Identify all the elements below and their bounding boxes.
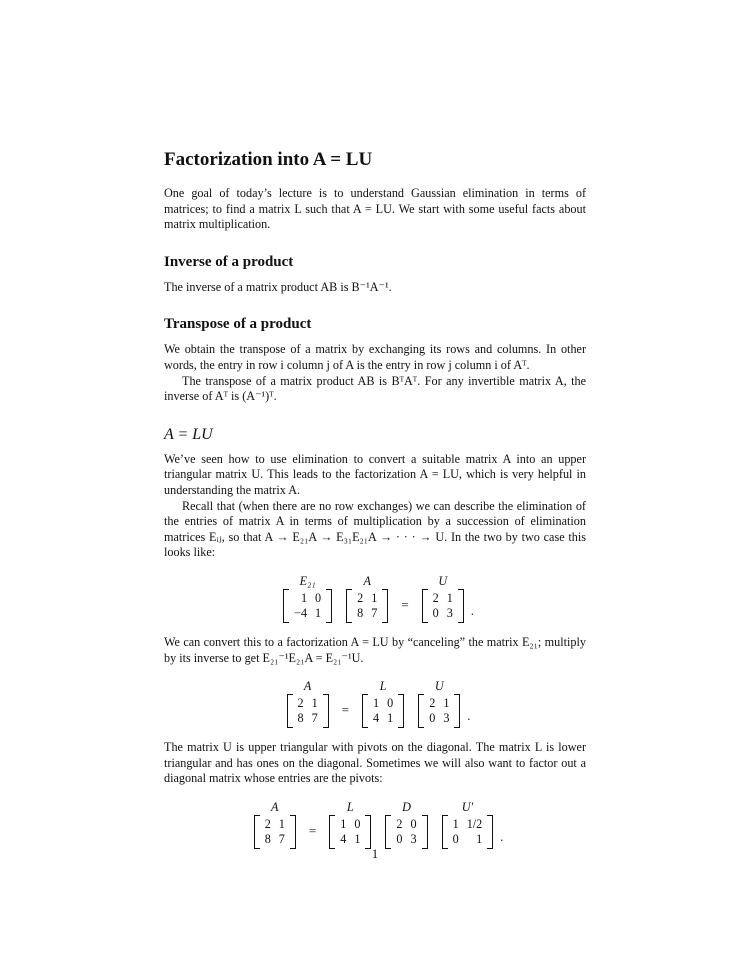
- matrix-label: A: [363, 573, 371, 588]
- matrix-entry: 1: [476, 831, 483, 846]
- matrix-entry: 8: [357, 605, 364, 620]
- transpose-paragraph-2: The transpose of a matrix product AB is BᵀAᵀ. For any invertible matrix A, the inverse of Aᵀ is (A⁻¹)ᵀ.: [164, 373, 586, 404]
- matrix-entry: 0: [452, 831, 459, 846]
- matrix-entry: 1: [354, 831, 361, 846]
- page-number: 1: [371, 847, 379, 861]
- section-heading-inverse: Inverse of a product: [164, 253, 294, 270]
- equation-ldu: [164, 799, 586, 849]
- page-content: [164, 148, 586, 861]
- matrix-entry: 4: [373, 711, 380, 726]
- matrix-entry: 1: [371, 590, 378, 605]
- matrix-entry: 3: [446, 605, 453, 620]
- page-title: Factorization into A = LU: [164, 149, 373, 170]
- matrix-entry: 4: [340, 831, 347, 846]
- section-heading-transpose: Transpose of a product: [164, 316, 312, 333]
- matrix-entry: 1/2: [466, 816, 483, 831]
- matrix-entry: 0: [432, 605, 439, 620]
- matrix-label: L: [379, 679, 387, 694]
- matrix-label: U′: [461, 799, 474, 814]
- matrix-entry: 7: [311, 711, 318, 726]
- matrix-entry: 2: [264, 816, 271, 831]
- equation-period: .: [470, 603, 474, 618]
- matrix-entry: 0: [396, 831, 403, 846]
- matrix-entry: 0: [315, 590, 322, 605]
- equation-period: .: [500, 829, 504, 844]
- matrix-entry: 0: [410, 816, 417, 831]
- matrix-u: [422, 573, 464, 623]
- matrix-l: [329, 799, 371, 849]
- matrix-entry: 0: [387, 696, 394, 711]
- equation-elimination: [164, 573, 586, 623]
- alu-paragraph-2: Recall that (when there are no row exchanges) we can describe the elimination of the entries of matrix A in terms of multiplication by a succession of elimination matrices Eᵢⱼ, so that A → E₂₁A → E₃₁E₂₁A → · · · → U. In the two by two case this looks like:: [164, 498, 586, 560]
- equation-factorization: [164, 678, 586, 728]
- matrix-label: D: [402, 799, 411, 814]
- matrix-d: [385, 799, 427, 849]
- equation-period: .: [467, 709, 471, 724]
- matrix-l: [362, 678, 404, 728]
- matrix-entry: 1: [443, 696, 450, 711]
- alu-paragraph-1: We’ve seen how to use elimination to convert a suitable matrix A into an upper triangular matrix U. This leads to the factorization A = LU, which is very helpful in understanding the matrix A.: [164, 451, 586, 497]
- matrix-entry: 2: [357, 590, 364, 605]
- matrix-label: U: [438, 573, 448, 588]
- matrix-entry: 2: [432, 590, 439, 605]
- matrix-entry: 2: [396, 816, 403, 831]
- matrix-label: A: [303, 679, 312, 694]
- matrix-entry: 1: [373, 696, 380, 711]
- matrix-entry: 1: [340, 816, 347, 831]
- matrix-entry: 3: [443, 711, 450, 726]
- matrix-label: L: [346, 799, 354, 814]
- matrix-a: [287, 678, 329, 728]
- matrix-entry: 3: [410, 831, 417, 846]
- intro-paragraph: One goal of today’s lecture is to understand Gaussian elimination in terms of matrices; to find a matrix L such that A = LU. We start with some useful facts about matrix multiplication.: [164, 186, 586, 232]
- equals-sign: =: [308, 822, 317, 838]
- inverse-paragraph: The inverse of a matrix product AB is B⁻¹A⁻¹.: [164, 279, 392, 294]
- matrix-a: [346, 573, 388, 623]
- matrix-entry: 1: [446, 590, 453, 605]
- matrix-entry: 1: [278, 816, 285, 831]
- matrix-entry: 2: [297, 696, 304, 711]
- equals-sign: =: [401, 596, 409, 612]
- matrix-label: E₂₁: [299, 573, 316, 588]
- equals-sign: =: [341, 702, 350, 718]
- matrix-entry: 8: [297, 711, 304, 726]
- matrix-entry: 1: [311, 696, 318, 711]
- matrix-entry: −4: [294, 605, 308, 620]
- matrix-entry: 2: [429, 696, 436, 711]
- matrix-entry: 1: [387, 711, 394, 726]
- matrix-entry: 0: [354, 816, 361, 831]
- alu-paragraph-4: The matrix U is upper triangular with pivots on the diagonal. The matrix L is lower triangular and has ones on the diagonal. Sometimes we will also want to factor out a diagonal matrix whose entries are the pivots:: [164, 740, 586, 786]
- matrix-entry: 1: [452, 816, 459, 831]
- transpose-paragraph-1: We obtain the transpose of a matrix by exchanging its rows and columns. In other words, the entry in row i column j of A is the entry in row j column i of Aᵀ.: [164, 342, 586, 372]
- matrix-entry: 7: [278, 831, 285, 846]
- matrix-entry: 1: [315, 605, 322, 620]
- alu-paragraph-3: We can convert this to a factorization A = LU by “canceling” the matrix E₂₁; multiply by its inverse to get E₂₁⁻¹E₂₁A = E₂₁⁻¹U.: [164, 634, 586, 665]
- matrix-label: U: [434, 679, 444, 694]
- matrix-entry: 1: [300, 590, 308, 605]
- matrix-entry: 7: [371, 605, 378, 620]
- matrix-label: A: [271, 799, 279, 814]
- matrix-u-prime: [442, 799, 494, 849]
- matrix-entry: 0: [429, 711, 436, 726]
- matrix-e21: [283, 573, 332, 623]
- matrix-u: [418, 678, 460, 728]
- matrix-entry: 8: [264, 831, 271, 846]
- section-heading-alu: A = LU: [164, 425, 213, 443]
- matrix-a: [254, 799, 296, 849]
